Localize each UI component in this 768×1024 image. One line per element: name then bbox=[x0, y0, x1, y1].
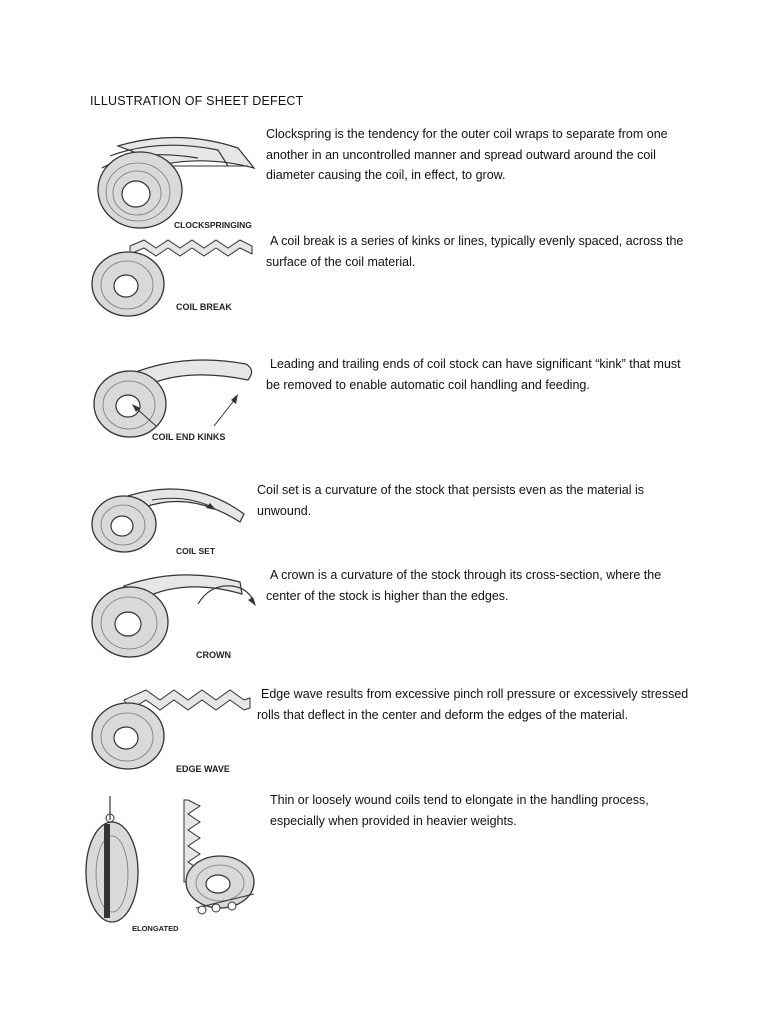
clockspringing-caption: CLOCKSPRINGING bbox=[174, 220, 252, 230]
edge-wave-illustration bbox=[90, 684, 260, 776]
elongated-caption: ELONGATED bbox=[132, 924, 179, 933]
edge-wave-description: Edge wave results from excessive pinch roll pressure or excessively stressed rolls that deflect in the center and deform the edges of the material. bbox=[257, 687, 689, 722]
coil-set-caption: COIL SET bbox=[176, 546, 216, 556]
document-title: ILLUSTRATION OF SHEET DEFECT bbox=[90, 94, 304, 108]
clockspringing-description: Clockspring is the tendency for the outer coil wraps to separate from one another in an uncontrolled manner and spread outward around the coil diameter causing the coil, in effect, to grow. bbox=[266, 127, 668, 182]
coil-break-caption: COIL BREAK bbox=[176, 302, 232, 312]
elongated-description: Thin or loosely wound coils tend to elongate in the handling process, especially when provided in heavier weights. bbox=[270, 793, 649, 828]
coil-set-description: Coil set is a curvature of the stock that persists even as the material is unwound. bbox=[257, 483, 644, 518]
coil-break-description: A coil break is a series of kinks or lines, typically evenly spaced, across the surface of the coil material. bbox=[266, 234, 684, 269]
coil-set-illustration bbox=[90, 478, 250, 558]
coil-break-illustration bbox=[90, 234, 260, 320]
elongated-illustration bbox=[84, 790, 260, 936]
edge-wave-caption: EDGE WAVE bbox=[176, 764, 230, 774]
crown-description: A crown is a curvature of the stock through its cross-section, where the center of the stock is higher than the edges. bbox=[266, 568, 662, 603]
coil-end-kinks-description: Leading and trailing ends of coil stock can have significant “kink” that must be removed to enable automatic coil handling and feeding. bbox=[266, 357, 681, 392]
coil-end-kinks-illustration bbox=[90, 354, 262, 444]
crown-illustration bbox=[90, 566, 260, 662]
coil-end-kinks-caption: COIL END KINKS bbox=[152, 432, 226, 442]
clockspringing-illustration bbox=[88, 128, 260, 234]
crown-caption: CROWN bbox=[196, 650, 231, 660]
